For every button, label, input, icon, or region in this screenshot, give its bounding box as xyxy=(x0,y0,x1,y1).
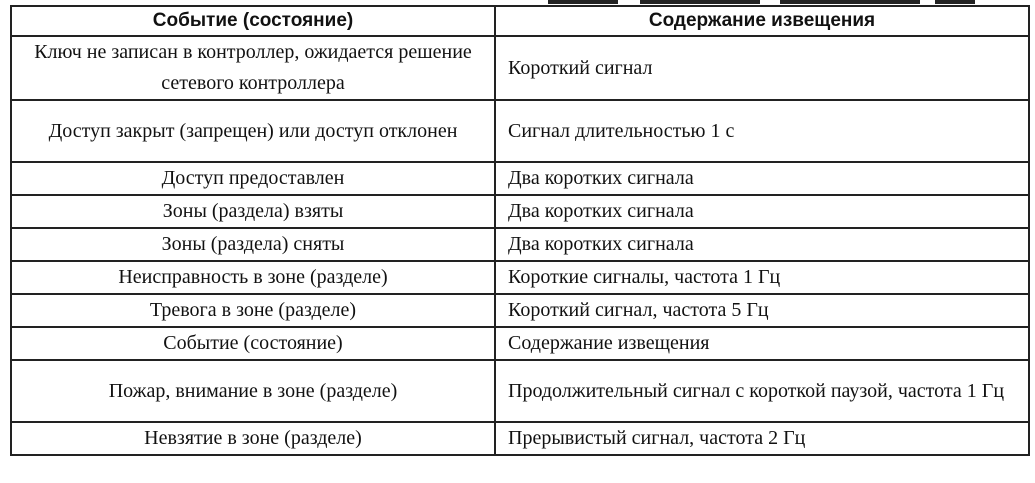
event-cell: Невзятие в зоне (разделе) xyxy=(11,422,495,455)
content-cell: Содержание извещения xyxy=(495,327,1029,360)
content-cell: Два коротких сигнала xyxy=(495,162,1029,195)
table-row xyxy=(11,100,1029,162)
event-cell: Неисправность в зоне (разделе) xyxy=(11,261,495,294)
content-cell: Два коротких сигнала xyxy=(495,228,1029,261)
content-cell: Два коротких сигнала xyxy=(495,195,1029,228)
table-row xyxy=(11,294,1029,327)
content-cell: Короткий сигнал, частота 5 Гц xyxy=(495,294,1029,327)
event-cell: Событие (состояние) xyxy=(11,327,495,360)
table-row xyxy=(11,228,1029,261)
column-header-content: Содержание извещения xyxy=(495,6,1029,36)
content-cell: Короткие сигналы, частота 1 Гц xyxy=(495,261,1029,294)
column-header-event: Событие (состояние) xyxy=(11,6,495,36)
event-cell: Зоны (раздела) сняты xyxy=(11,228,495,261)
table-row xyxy=(11,261,1029,294)
event-cell: Доступ закрыт (запрещен) или доступ отклонен xyxy=(11,100,495,162)
content-cell: Прерывистый сигнал, частота 2 Гц xyxy=(495,422,1029,455)
table-row xyxy=(11,327,1029,360)
event-cell: Пожар, внимание в зоне (разделе) xyxy=(11,360,495,422)
event-cell: Ключ не записан в контроллер, ожидается решение сетевого контроллера xyxy=(11,36,495,100)
event-cell: Зоны (раздела) взяты xyxy=(11,195,495,228)
notification-table xyxy=(10,5,1030,456)
table-header-row xyxy=(11,6,1029,36)
content-cell: Короткий сигнал xyxy=(495,36,1029,100)
table-row xyxy=(11,195,1029,228)
table-row xyxy=(11,422,1029,455)
content-cell: Продолжительный сигнал с короткой паузой, частота 1 Гц xyxy=(495,360,1029,422)
event-cell: Доступ предоставлен xyxy=(11,162,495,195)
content-cell: Сигнал длительностью 1 с xyxy=(495,100,1029,162)
table-row xyxy=(11,162,1029,195)
table-row xyxy=(11,36,1029,100)
event-cell: Тревога в зоне (разделе) xyxy=(11,294,495,327)
table-row xyxy=(11,360,1029,422)
